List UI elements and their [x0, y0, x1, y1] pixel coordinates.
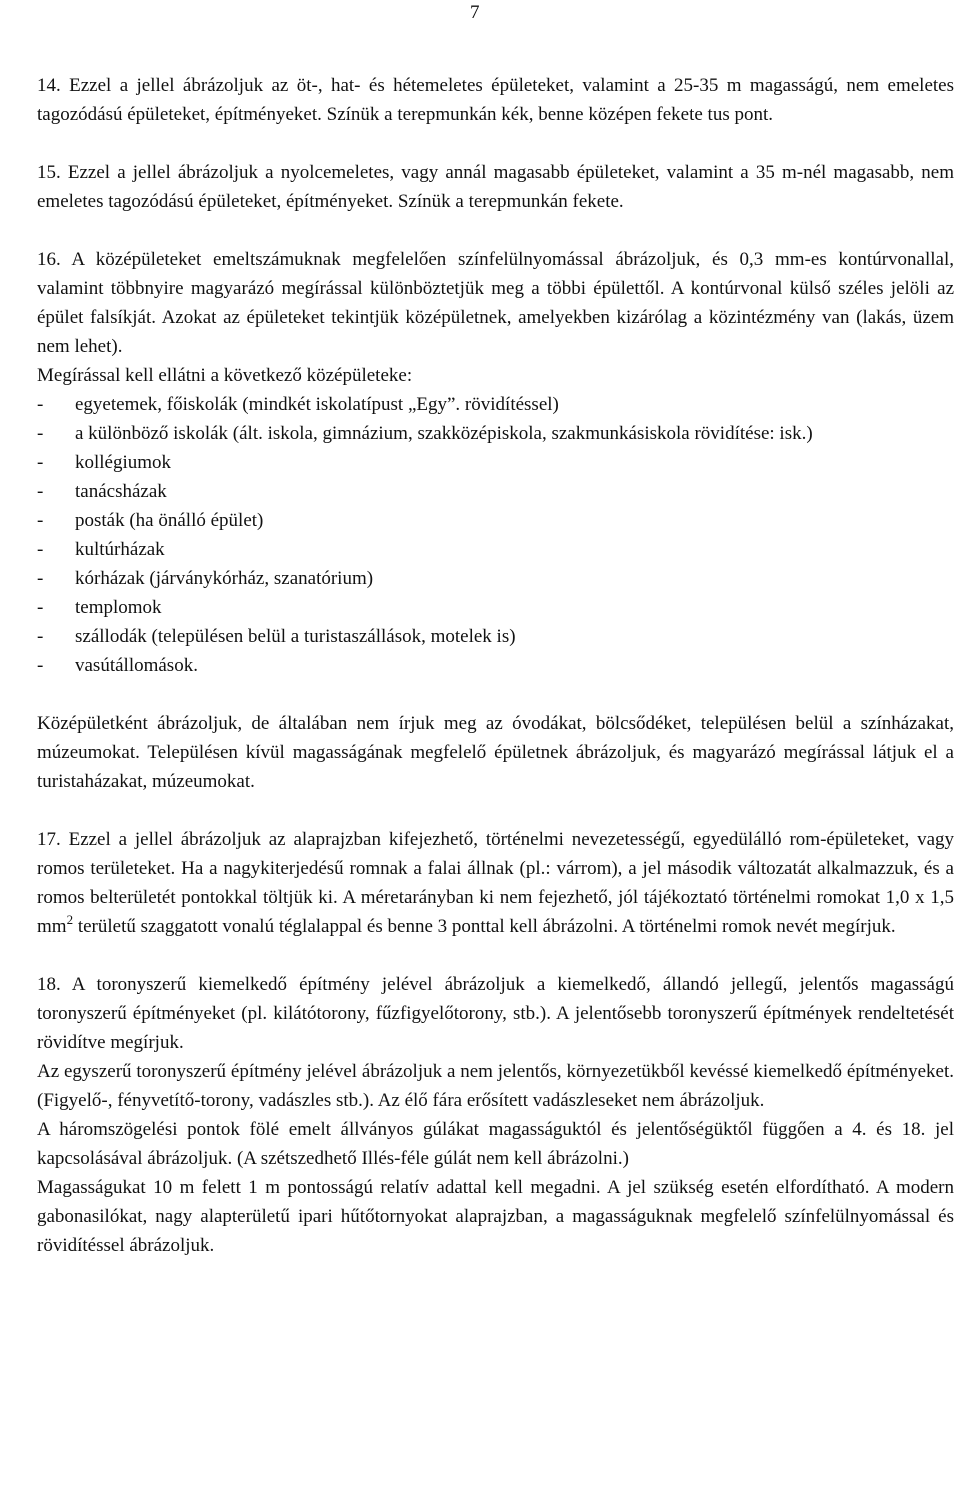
- superscript: 2: [66, 912, 74, 927]
- paragraph-16-list-intro: Megírással kell ellátni a következő középületeke:: [37, 365, 413, 386]
- paragraph-15: 15. Ezzel a jellel ábrázoljuk a nyolcemeletes, vagy annál magasabb épületeket, valamint a 35 m-nél magasabb, nem emeletes tagozódású épületeket, építményeket. Színük a terepmunkán fekete.: [37, 162, 954, 212]
- paragraph-14: 14. Ezzel a jellel ábrázoljuk az öt-, hat- és hétemeletes épületeket, valamint a 25-35 m magasságú, nem emeletes tagozódású épületeket, építményeket. Színük a terepmunkán kék, benne középen fekete tus pont.: [37, 75, 954, 125]
- list-item: - a különböző iskolák (ált. iskola, gimnázium, szakközépiskola, szakmunkásiskola rövidítése: isk.): [37, 419, 954, 448]
- paragraph-18-triangulation: A háromszögelési pontok fölé emelt állványos gúlákat magasságuktól és jelentőségüktől függően a 4. és 18. jel kapcsolásával ábrázoljuk. (A szétszedhető Illés-féle gúlát nem kell ábrázolni.): [37, 1119, 954, 1169]
- list-item: - kórházak (járványkórház, szanatórium): [37, 564, 954, 593]
- list-item: - kultúrházak: [37, 535, 954, 564]
- paragraph-17-part1: 17. Ezzel a jellel ábrázoljuk az alaprajzban kifejezhető, történelmi nevezetességű, egyedülálló rom-épületeket, vagy romos területeket. Ha a nagykiterjedésű romnak a falai állnak (pl.: várrom), a jel második változatát alkalmazzuk, és a romos belterületét pontokkal töltjük ki. A méretarányban ki nem fejezhető, jól tájékoztató történelmi romokat 1,0 x 1,5 mm: [37, 829, 954, 937]
- paragraph-18-simple-tower: Az egyszerű toronyszerű építmény jelével ábrázoljuk a nem jelentős, környezetükből kevéssé kiemelkedő építményeket. (Figyelő-, fényvetítő-torony, vadászles stb.). Az élő fára erősített vadászleseket nem ábrázoljuk.: [37, 1061, 954, 1111]
- list-item: - vasútállomások.: [37, 651, 954, 680]
- page-number: 7: [470, 2, 480, 23]
- list-item: - templomok: [37, 593, 954, 622]
- paragraph-16: 16. A középületeket emeltszámuknak megfelelően színfelülnyomással ábrázoljuk, és 0,3 mm-es kontúrvonallal, valamint többnyire magyarázó megírással különböztetjük meg a többi épülettől. A kontúrvonal külső széles jelöli az épület falsíkját. Azokat az épületeket tekintjük középületnek, amelyekben kizárólag a közintézmény van (lakás, üzem nem lehet).: [37, 249, 954, 357]
- paragraph-17-part2: területű szaggatott vonalú téglalappal és benne 3 ponttal kell ábrázolni. A történelmi romok nevét megírjuk.: [73, 916, 896, 937]
- paragraph-17: [37, 825, 954, 941]
- list-item: - posták (ha önálló épület): [37, 506, 954, 535]
- paragraph-18: 18. A toronyszerű kiemelkedő építmény jelével ábrázoljuk a kiemelkedő, állandó jellegű, jelentős magasságú toronyszerű építményeket (pl. kilátótorony, fűzfigyelőtorony, stb.). A jelentősebb toronyszerű építmények rendeltetését rövidítve megírjuk.: [37, 974, 954, 1053]
- document-body: [37, 71, 954, 1260]
- list-item: - tanácsházak: [37, 477, 954, 506]
- list-item: - egyetemek, főiskolák (mindkét iskolatípust „Egy”. rövidítéssel): [37, 390, 954, 419]
- list-item: - kollégiumok: [37, 448, 954, 477]
- public-buildings-list: [37, 390, 954, 680]
- list-item: - szállodák (településen belül a turistaszállások, motelek is): [37, 622, 954, 651]
- paragraph-16-note: Középületként ábrázoljuk, de általában nem írjuk meg az óvodákat, bölcsődéket, településen belül a színházakat, múzeumokat. Településen kívül magasságának megfelelő épületnek ábrázoljuk, és magyarázó megírással látjuk el a turistaházakat, múzeumokat.: [37, 713, 954, 792]
- paragraph-18-heights: Magasságukat 10 m felett 1 m pontosságú relatív adattal kell megadni. A jel szükség esetén elfordítható. A modern gabonasilókat, nagy alapterületű ipari hűtőtornyokat alaprajzban, a magasságuknak megfelelő színfelülnyomással és rövidítéssel ábrázoljuk.: [37, 1177, 954, 1256]
